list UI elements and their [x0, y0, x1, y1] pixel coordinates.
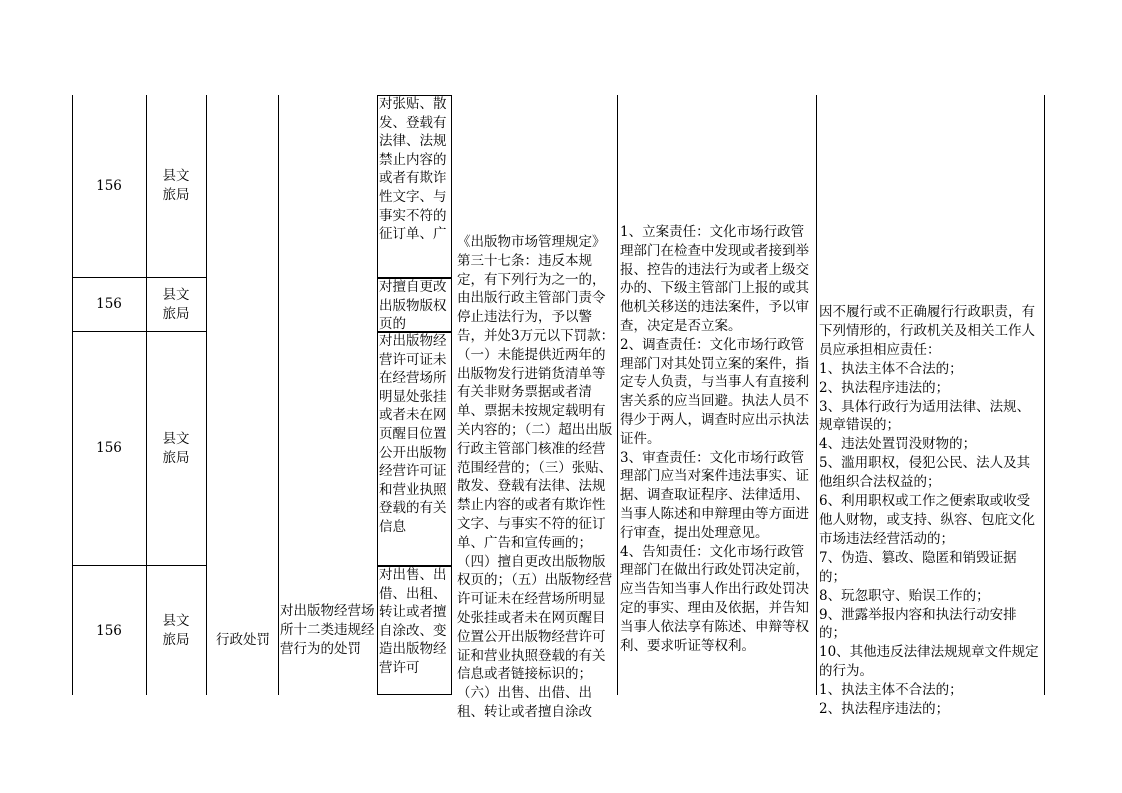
department-cell	[148, 332, 204, 565]
legal-basis-text: 《出版物市场管理规定》第三十七条：违反本规定，有下列行为之一的，由出版行政主管部门责令停止违法行为，予以警告，并处3万元以下罚款：（一）未能提供近两年的出版物发行进销货清单等有关非财务票据或者清单、票据未按规定载明有关内容的；（二）超出出版行政主管部门核准的经营范围经营的；（三）张贴、散发、登载有法律、法规禁止内容的或者有欺诈性文字、与事实不符的征订单、广告和宣传画的；（四）擅自更改出版物版权页的；（五）出版物经营许可证未在经营场所明显处张挂或者未在网页醒目位置公开出版物经营许可证和营业执照登载的有关信息或者链接标识的；（六）出售、出借、出租、转让或者擅自涂改	[457, 234, 615, 720]
department-name: 县文旅局	[162, 613, 190, 648]
sub-item-cell	[377, 95, 452, 278]
column-divider	[206, 95, 207, 695]
sub-item-cell	[377, 566, 452, 695]
table-right-border	[1044, 95, 1045, 695]
department-cell	[148, 566, 204, 696]
department-name: 县文旅局	[162, 168, 190, 203]
sub-item-text: 对出售、出借、出租、转让或者擅自涂改、变造出版物经营许可	[379, 567, 447, 676]
row-number: 156	[96, 440, 122, 456]
sub-item-cell	[377, 332, 452, 566]
department-name: 县文旅局	[162, 430, 190, 466]
sub-item-cell	[377, 278, 452, 332]
department-name: 县文旅局	[162, 286, 190, 322]
category-cell: 行政处罚	[216, 631, 270, 648]
responsibility-text: 1、立案责任：文化市场行政管理部门在检查中发现或者接到举报、控告的违法行为或者上级交办的、下级主管部门上报的或其他机关移送的违法案件，予以审查，决定是否立案。 2、调查责任：文化市场行政管理部门对其处罚立案的案件，指定专人负责，与当事人有直接利害关系的应当回避。执法人员不得少于两人，调查时应出示执法证件。 3、审查责任：文化市场行政管理部门应当对案件违法事实、证据、调查取证程序、法律适用、当事人陈述和申辩理由等方面进行审查，提出处理意见。 4、告知责任：文化市场行政管理部门在做出行政处罚决定前，应当告知当事人作出行政处罚决定的事实、理由及依据，并告知当事人依法享有陈述、申辩等权利、要求听证等权利。	[620, 224, 809, 654]
accountability-text: 因不履行或不正确履行行政职责，有下列情形的，行政机关及相关工作人员应承担相应责任： 1、执法主体不合法的； 2、执法程序违法的； 3、具体行政行为适用法律、法规、规章错误的； 4、违法处置罚没财物的； 5、滥用职权，侵犯公民、法人及其他组织合法权益的； 6、利用职权或工作之便索取或收受他人财物，或支持、纵容、包庇文化市场违法经营活动的； 7、伪造、篡改、隐匿和销毁证据的； 8、玩忽职守、贻误工作的； 9、泄露举报内容和执法行动安排的； 10、其他违反法律法规规章文件规定的行为。 1、执法主体不合法的； 2、执法程序违法的；	[819, 304, 1039, 718]
column-divider	[278, 95, 279, 695]
item-name: 对出版物经营场所十二类违规经营行为的处罚	[280, 603, 375, 657]
column-divider	[146, 95, 147, 695]
department-cell	[148, 278, 204, 331]
row-number: 156	[96, 622, 122, 639]
column-divider	[617, 95, 618, 695]
column-divider	[816, 95, 817, 695]
row-number: 156	[96, 296, 122, 312]
responsibility-table	[72, 95, 1045, 720]
sub-item-text: 对张贴、散发、登载有法律、法规禁止内容的或者有欺诈性文字、与事实不符的征订单、广	[379, 96, 447, 243]
department-cell	[148, 95, 204, 277]
sub-item-text: 对出版物经营许可证未在经营场所明显处张挂或者未在网页醒目位置公开出版物经营许可证和营业执照登载的有关信息	[379, 333, 447, 535]
sub-item-text: 对擅自更改出版物版权页的	[379, 279, 447, 333]
row-number: 156	[96, 177, 122, 194]
